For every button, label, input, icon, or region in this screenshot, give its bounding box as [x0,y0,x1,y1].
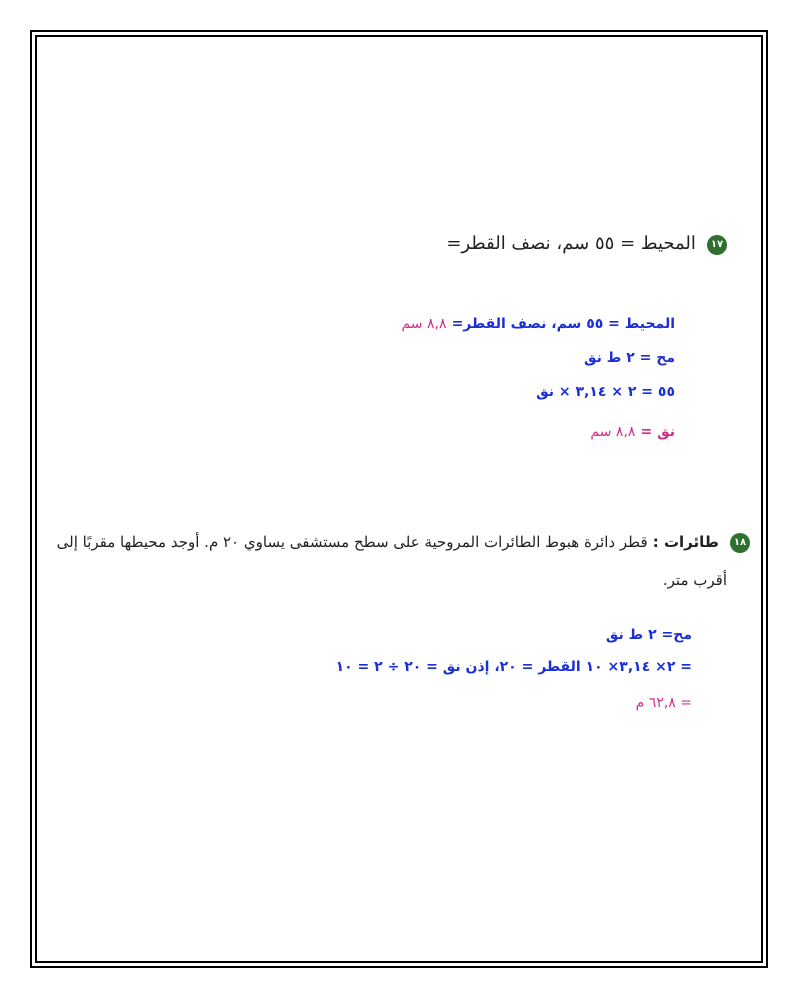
q17-final-result: ٨,٨ سم [590,424,636,440]
q18-substitution: = ٢× ٣,١٤× ١٠ القطر = ٢٠، إذن نق = ٢٠ ÷ ٢ = ١٠ [335,659,692,675]
q18-answer-line-3 [636,692,692,711]
q17-formula: مح = ٢ ط نق [584,350,675,366]
q18-question-text: قطر دائرة هبوط الطائرات المروحية على سطح مستشفى يساوي ٢٠ م. أوجد محيطها مقربًا إلى [56,533,648,551]
q17-answer-line-3 [536,381,675,400]
q17-question [446,233,727,255]
q17-answer-given: المحيط = ٥٥ سم، نصف القطر= [451,316,675,332]
q17-question-text: المحيط = ٥٥ سم، نصف القطر= [446,233,696,254]
q18-question-line-2 [663,570,727,589]
q17-answer-line-2 [584,347,675,366]
q18-question-line-1 [57,532,750,553]
q17-answer-line-4 [590,421,675,440]
q18-answer-line-1 [606,624,692,643]
q18-final-result: = ٦٢,٨ م [635,695,692,711]
q17-substitution: ٥٥ = ٢ × ٣,١٤ × نق [536,384,675,400]
q17-answer-line-1 [401,313,675,332]
q17-number-badge: ١٧ [707,235,727,255]
q18-formula: مح= ٢ ط نق [605,627,692,643]
q17-answer-result: ٨,٨ سم [401,316,447,332]
q18-answer-line-2 [336,656,692,675]
q18-number-badge: ١٨ [730,533,750,553]
q18-question-text-cont: أقرب متر. [662,571,727,589]
q18-label: طائرات : [652,533,719,551]
q17-final-label: نق = [640,424,675,440]
page-border-inner [35,35,763,963]
